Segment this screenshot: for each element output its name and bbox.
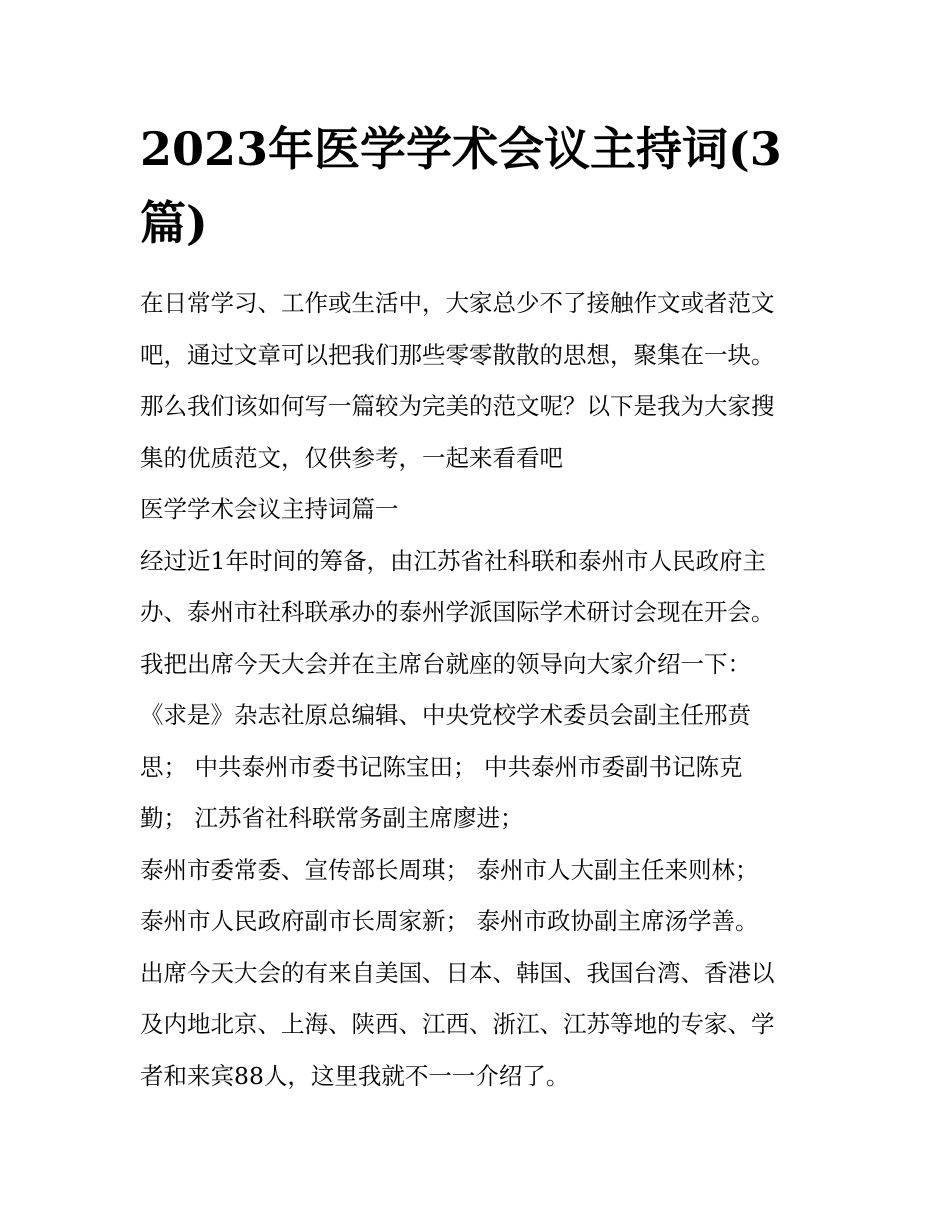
paragraph-line: 吧，通过文章可以把我们那些零零散散的思想，聚集在一块。	[140, 340, 775, 369]
title-line-2: 篇)	[140, 196, 208, 250]
paragraph-line: 集的优质范文，仅供参考，一起来看看吧	[140, 443, 563, 472]
paragraph-line: 勤； 江苏省社科联常务副主席廖进；	[140, 804, 524, 832]
paragraph-line: 办、泰州市社科联承办的泰州学派国际学术研讨会现在开会。	[140, 598, 775, 626]
paragraph-line: 者和来宾88人，这里我就不一一介绍了。	[140, 1061, 570, 1090]
document-body	[140, 278, 830, 1102]
paragraph-line: 那么我们该如何写一篇较为完美的范文呢？以下是我为大家搜	[140, 392, 775, 420]
section-heading: 医学学术会议主持词篇一	[140, 495, 399, 523]
paragraph-line: 泰州市委常委、宣传部长周琪； 泰州市人大副主任来则林；	[140, 855, 759, 884]
paragraph-line: 思； 中共泰州市委书记陈宝田； 中共泰州市委副书记陈克	[140, 752, 743, 781]
paragraph-line: 出席今天大会的有来自美国、日本、韩国、我国台湾、香港以	[140, 958, 775, 987]
paragraph-line: 及内地北京、上海、陕西、江西、浙江、江苏等地的专家、学	[140, 1010, 775, 1038]
document-title	[140, 112, 820, 260]
paragraph-line: 在日常学习、工作或生活中，大家总少不了接触作文或者范文	[140, 289, 775, 317]
paragraph-line: 经过近1年时间的筹备，由江苏省社科联和泰州市人民政府主	[140, 546, 766, 575]
title-line-1: 2023年医学学术会议主持词(3	[140, 122, 782, 176]
paragraph-line: 泰州市人民政府副市长周家新； 泰州市政协副主席汤学善。	[140, 907, 759, 935]
paragraph-line: 我把出席今天大会并在主席台就座的领导向大家介绍一下：	[140, 649, 751, 678]
paragraph-line: 《求是》杂志社原总编辑、中央党校学术委员会副主任邢贲	[140, 701, 751, 729]
